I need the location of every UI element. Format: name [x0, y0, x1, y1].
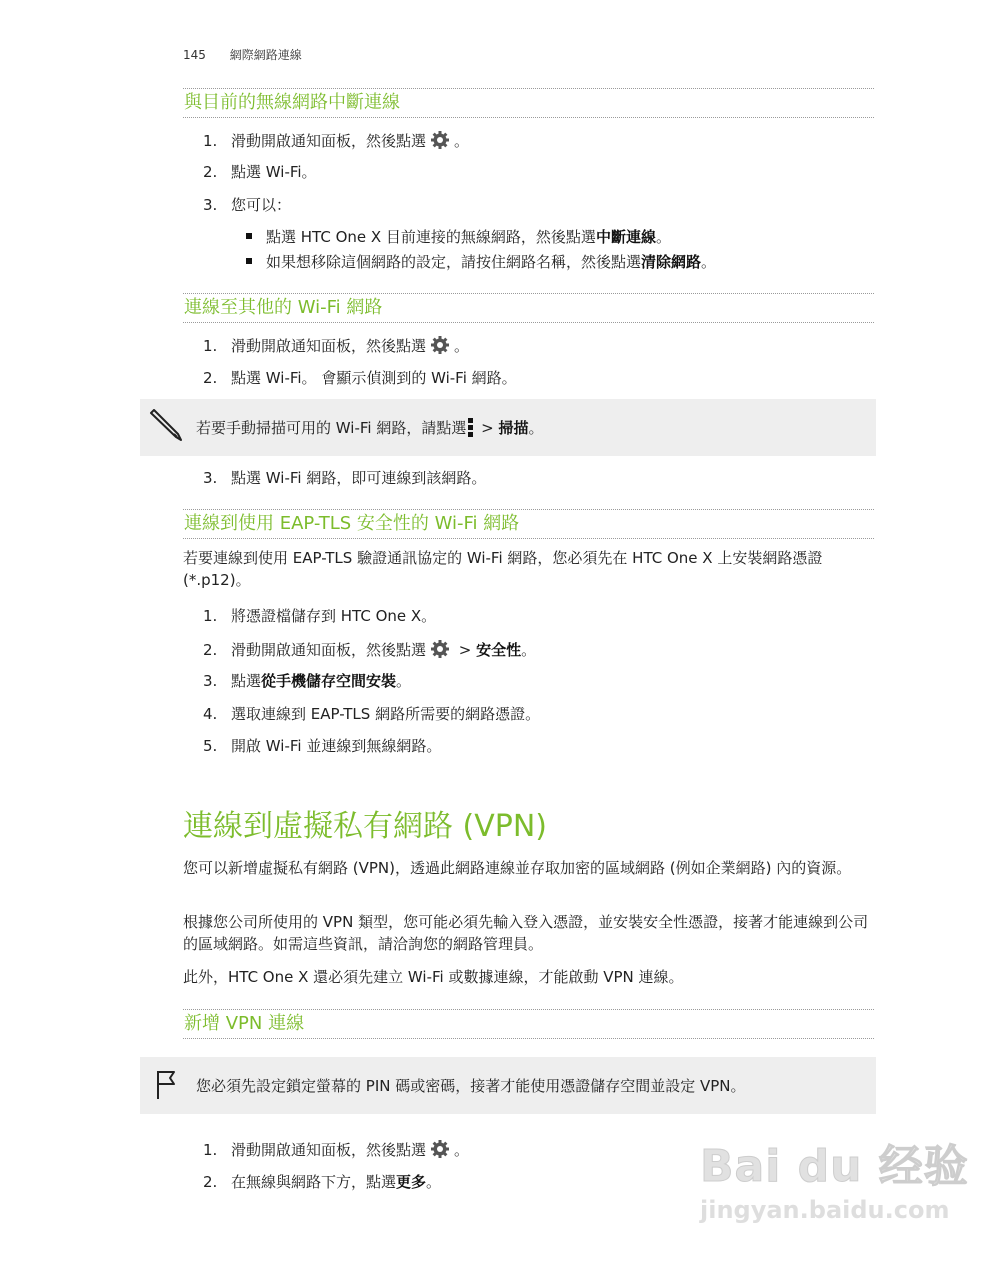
settings-gear-icon: [430, 335, 450, 355]
step-1: 1. 滑動開啟通知面板，然後點選 。: [203, 1141, 470, 1159]
chapter-title: 網際網路連線: [229, 48, 302, 62]
section-title-connect-other: 連線至其他的 Wi-Fi 網路: [183, 293, 874, 323]
step-1: 1. 滑動開啟通知面板，然後點選 。: [203, 132, 470, 150]
step-5: 5. 開啟 Wi-Fi 並連線到無線網路。: [203, 737, 442, 755]
settings-gear-icon: [430, 1139, 450, 1159]
settings-gear-icon: [430, 130, 450, 150]
bullet-square-icon: [246, 233, 252, 239]
pencil-note-icon: [148, 409, 184, 443]
vpn-para-3: 此外，HTC One X 還必須先建立 Wi-Fi 或數據連線，才能啟動 VPN 連線。: [183, 968, 684, 986]
step-3: 3. 您可以：: [203, 196, 292, 214]
bullet-disconnect: 點選 HTC One X 目前連接的無線網路，然後點選中斷連線。: [246, 227, 671, 247]
step-2: 2. 在無線與網路下方，點選更多。: [203, 1173, 442, 1191]
step-1: 1. 將憑證檔儲存到 HTC One X。: [203, 607, 437, 625]
baidu-watermark: [700, 1130, 969, 1224]
section-title-eap-tls: 連線到使用 EAP-TLS 安全性的 Wi-Fi 網路: [183, 509, 874, 539]
step-2: 2. 滑動開啟通知面板，然後點選 > 安全性。: [203, 641, 537, 659]
vpn-chapter-title: 連線到虛擬私有網路 (VPN): [183, 809, 547, 844]
flag-note-icon: [154, 1069, 180, 1101]
watermark-logo-text: Bai du 经验: [700, 1141, 969, 1192]
step-2: 2. 點選 Wi-Fi。: [203, 163, 317, 181]
watermark-url: jingyan.baidu.com: [700, 1196, 950, 1224]
note-text: 若要手動掃描可用的 Wi-Fi 網路，請點選 > 掃描。: [196, 419, 544, 437]
page-header: [183, 46, 302, 63]
vpn-para-2: 根據您公司所使用的 VPN 類型，您可能必須先輸入登入憑證，並安裝安全性憑證，接著才能連線到公司的區域網路。如需這些資訊，請洽詢您的網路管理員。: [183, 913, 869, 953]
bullet-square-icon: [246, 258, 252, 264]
bullet-forget: 如果想移除這個網路的設定，請按住網路名稱，然後點選清除網路。: [246, 252, 716, 272]
note-box-pin: [140, 1057, 876, 1114]
note-text: 您必須先設定鎖定螢幕的 PIN 碼或密碼，接著才能使用憑證儲存空間並設定 VPN。: [196, 1077, 746, 1095]
eap-intro: 若要連線到使用 EAP-TLS 驗證通訊協定的 Wi-Fi 網路，您必須先在 HTC One X 上安裝網路憑證 (*.p12)。: [183, 549, 823, 589]
step-3: 3. 點選從手機儲存空間安裝。: [203, 672, 412, 690]
step-3: 3. 點選 Wi-Fi 網路，即可連線到該網路。: [203, 469, 487, 487]
section-title-add-vpn: 新增 VPN 連線: [183, 1009, 874, 1039]
step-2: 2. 點選 Wi-Fi。 會顯示偵測到的 Wi-Fi 網路。: [203, 369, 517, 387]
menu-dots-icon: [468, 417, 474, 437]
section-title-disconnect: 與目前的無線網路中斷連線: [183, 88, 874, 118]
vpn-para-1: 您可以新增虛擬私有網路 (VPN)，透過此網路連線並存取加密的區域網路 (例如企業網路) 內的資源。: [183, 859, 852, 877]
settings-gear-icon: [430, 639, 450, 659]
step-1: 1. 滑動開啟通知面板，然後點選 。: [203, 337, 470, 355]
note-box-scan: [140, 399, 876, 456]
page-number: 145: [183, 48, 206, 62]
step-4: 4. 選取連線到 EAP-TLS 網路所需要的網路憑證。: [203, 705, 541, 723]
